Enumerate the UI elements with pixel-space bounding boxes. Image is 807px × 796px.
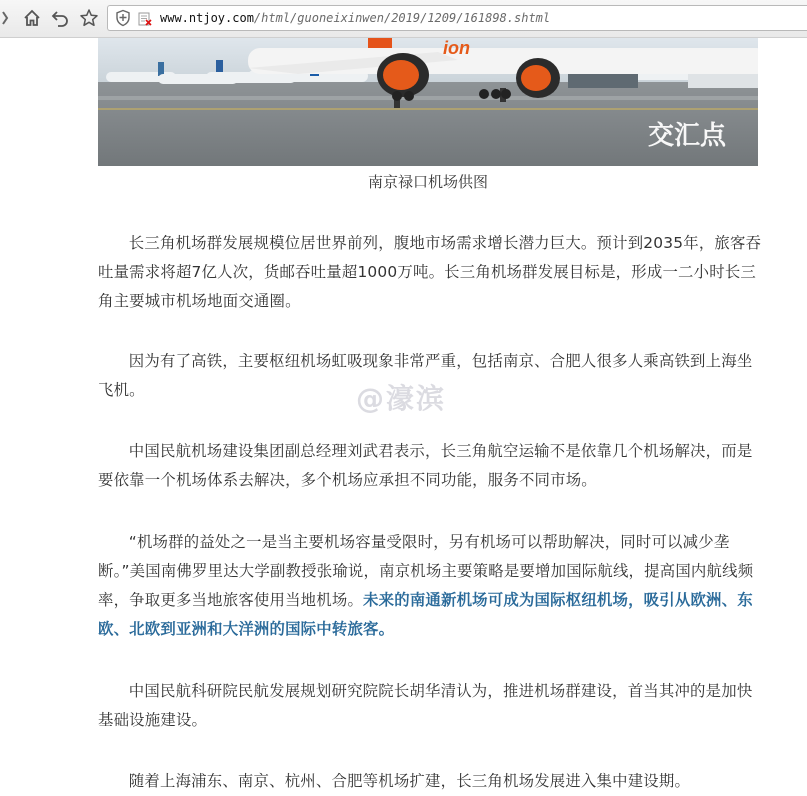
favorite-button[interactable]	[78, 7, 100, 29]
article-paragraph-2: 因为有了高铁，主要枢纽机场虹吸现象非常严重，包括南京、合肥人很多人乘高铁到上海坐飞机。	[98, 352, 753, 399]
favicon-icon	[138, 12, 152, 26]
image-caption: 南京禄口机场供图	[367, 173, 488, 191]
highlighted-sentence: 未来的南通新机场可成为国际枢纽机场，吸引从欧洲、东欧、北欧到亚洲和大洋洲的国际中转旅客。	[98, 591, 753, 638]
home-button[interactable]	[21, 7, 43, 29]
article-image	[98, 38, 758, 166]
article-paragraph-6: 随着上海浦东、南京、杭州、合肥等机场扩建，长三角机场发展进入集中建设期。	[128, 772, 691, 790]
paragraph-4-text: “机场群的益处之一是当主要机场容量受限时，另有机场可以帮助解决，同时可以减少垄断。”美国南佛罗里达大学副教授张瑜说，南京机场主要策略是要增加国际航线，提高国内航线频率，争取更多当地旅客使用当地机场。	[98, 533, 754, 609]
address-bar[interactable]	[107, 5, 807, 31]
overlay-watermark: @濠滨	[356, 382, 447, 415]
home-icon	[22, 8, 42, 28]
airport-photo	[98, 38, 758, 166]
article-paragraph-4	[98, 528, 762, 644]
menu-edge-icon	[1, 8, 21, 28]
back-icon	[50, 8, 70, 28]
back-button[interactable]	[49, 7, 71, 29]
plane-livery-text: ion	[443, 38, 470, 58]
shield-icon[interactable]	[114, 9, 132, 27]
article-paragraph-5: 中国民航科研院民航发展规划研究院院长胡华清认为，推进机场群建设，首当其冲的是加快基础设施建设。	[98, 682, 753, 729]
url-path: /html/guoneixinwen/2019/1209/161898.shtml	[253, 11, 551, 25]
article-paragraph-3: 中国民航机场建设集团副总经理刘武君表示，长三角航空运输不是依靠几个机场解决，而是要依靠一个机场体系去解决，多个机场应承担不同功能，服务不同市场。	[98, 442, 753, 489]
browser-toolbar	[0, 0, 807, 38]
image-watermark: 交汇点	[648, 121, 727, 151]
article-paragraph-1: 长三角机场群发展规模位居世界前列，腹地市场需求增长潜力巨大。预计到2035年，旅客吞吐量需求将超7亿人次，货邮吞吐量超1000万吨。长三角机场群发展目标是，形成一二小时长三角主要城市机场地面交通圈。	[98, 234, 762, 310]
menu-edge-button[interactable]	[0, 7, 22, 29]
star-icon	[79, 8, 99, 28]
url-text[interactable]	[160, 6, 780, 30]
url-host: www.ntjoy.com	[160, 11, 254, 25]
